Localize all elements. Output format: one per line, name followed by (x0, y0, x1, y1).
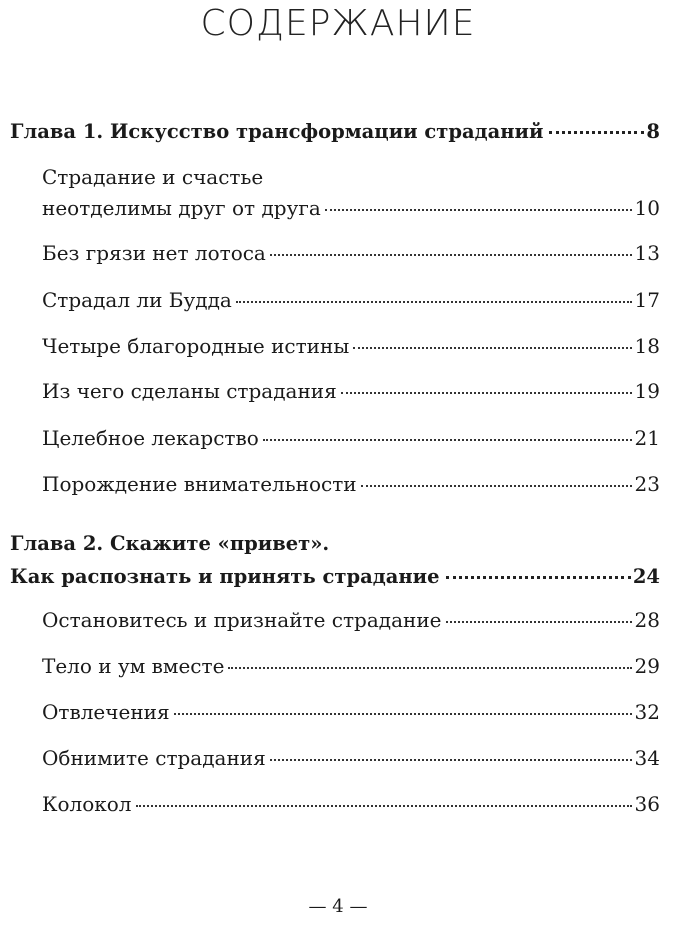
page-number: 21 (634, 426, 660, 450)
page-number: 10 (634, 196, 660, 220)
section-title: Без грязи нет лотоса (42, 241, 266, 265)
toc-section[interactable] (42, 377, 660, 405)
dot-leader (549, 131, 644, 134)
toc-section[interactable] (42, 790, 660, 818)
dot-leader (446, 621, 632, 623)
page-number: 32 (634, 700, 660, 724)
page-number: 18 (634, 334, 660, 358)
toc-section[interactable] (42, 470, 660, 498)
section-title: Из чего сделаны страдания (42, 379, 337, 403)
section-title: Тело и ум вместе (42, 654, 225, 678)
toc-section[interactable] (42, 744, 660, 772)
page-number: 29 (634, 654, 660, 678)
section-title: Страдание и счастье (42, 165, 264, 189)
section-title: Остановитесь и признайте страдание (42, 608, 442, 632)
toc-section[interactable] (42, 239, 660, 267)
dot-leader (270, 759, 632, 761)
toc-chapter-2-line1[interactable] (10, 530, 329, 558)
page-number: 34 (634, 746, 660, 770)
dot-leader (353, 347, 631, 349)
page-number: 13 (634, 241, 660, 265)
chapter-title: Глава 1. Искусство трансформации страданий (10, 120, 544, 143)
page-number: 36 (634, 792, 660, 816)
page-number: 8 (646, 120, 660, 143)
toc-section[interactable] (42, 652, 660, 680)
toc-section[interactable] (42, 424, 660, 452)
dot-leader (361, 485, 632, 487)
page-number: 23 (634, 472, 660, 496)
toc-section[interactable] (42, 698, 660, 726)
section-title: Четыре благородные истины (42, 334, 350, 358)
section-title: Порождение внимательности (42, 472, 357, 496)
page-number: 24 (632, 565, 660, 588)
dot-leader (341, 392, 632, 394)
section-title: Страдал ли Будда (42, 288, 232, 312)
section-title: неотделимы друг от друга (42, 196, 321, 220)
dot-leader (270, 254, 632, 256)
dot-leader (174, 713, 632, 715)
page-number: 19 (634, 379, 660, 403)
dot-leader (263, 439, 632, 441)
toc-chapter-2[interactable] (10, 563, 660, 591)
page-title: СОДЕРЖАНИЕ (200, 3, 476, 44)
toc-section[interactable] (42, 194, 660, 222)
page-number: 17 (634, 288, 660, 312)
dot-leader (136, 805, 632, 807)
page-number: 28 (634, 608, 660, 632)
chapter-title: Глава 2. Скажите «привет». (10, 532, 330, 555)
toc-section[interactable] (42, 332, 660, 360)
toc-section[interactable] (42, 606, 660, 634)
dot-leader (228, 667, 631, 669)
toc-chapter-1[interactable] (10, 118, 660, 146)
section-title: Целебное лекарство (42, 426, 259, 450)
dot-leader (325, 209, 632, 211)
section-title: Отвлечения (42, 700, 170, 724)
section-title: Обнимите страдания (42, 746, 266, 770)
dot-leader (236, 301, 632, 303)
section-title: Колокол (42, 792, 132, 816)
dot-leader (446, 576, 631, 579)
toc-section[interactable] (42, 286, 660, 314)
page-number-footer: — 4 — (308, 896, 368, 917)
toc-section-title-line1[interactable] (42, 163, 263, 191)
chapter-title: Как распознать и принять страдание (10, 565, 440, 588)
